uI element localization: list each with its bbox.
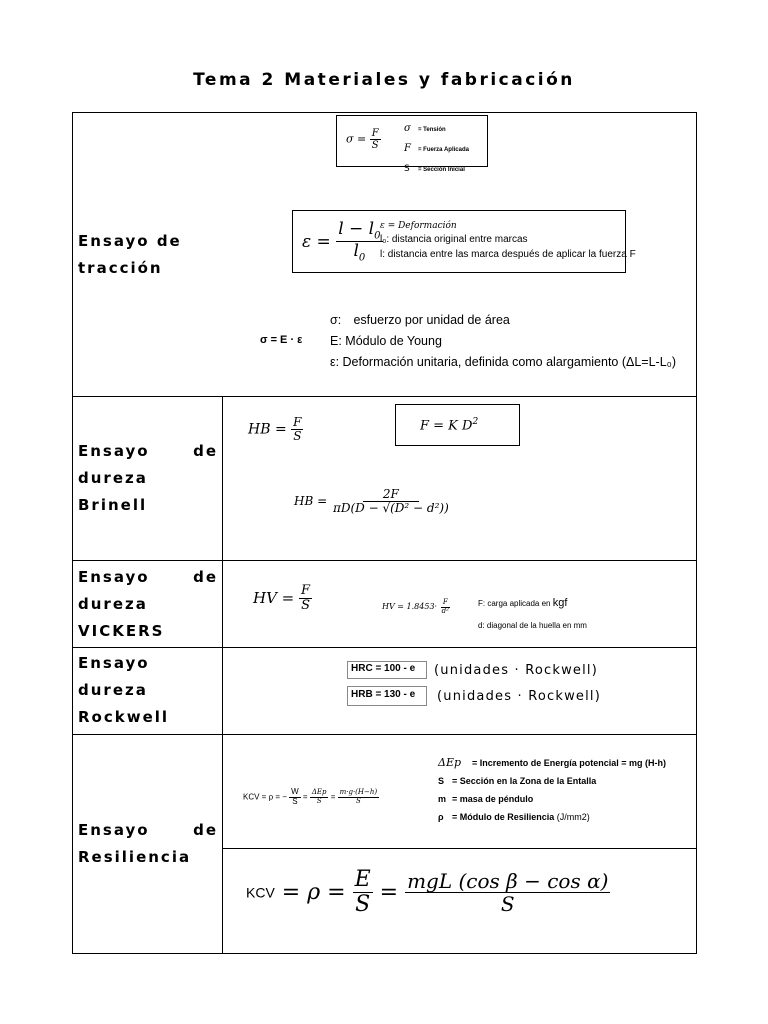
formula-deformacion-legend: ε = Deformación l₀: distancia original entre marcas l: distancia entre las marca después de aplicar la fuerza F — [380, 221, 636, 260]
rockwell-units-hrc: (unidades · Rockwell) — [434, 663, 599, 678]
brinell-label: Ensayo de dureza Brinell — [78, 442, 218, 514]
resiliencia-label: Ensayo de Resiliencia — [78, 821, 218, 866]
formula-kcv-large: KCV = ρ = $\frac{E}{S}$ = $\frac{\text{mgL (cos β − cos α)}}{S}$ — [246, 867, 609, 918]
row-divider — [72, 560, 697, 561]
vickers-label: Ensayo de dureza VICKERS — [78, 568, 218, 640]
formula-hooke-legend: σ: esfuerzo por unidad de área E: Módulo de Young ε: Deformación unitaria, definida como alargamiento (ΔL=L-L₀) — [330, 313, 677, 369]
formula-hrc: HRC = 100 - e — [351, 663, 416, 674]
cell-divider — [222, 848, 697, 849]
formula-hv-simple: HV = $\frac{F}{S}$ — [253, 583, 311, 614]
formula-hrb: HRB = 130 - e — [351, 689, 416, 700]
row-divider — [72, 396, 697, 397]
rockwell-units-hrb: (unidades · Rockwell) — [437, 689, 602, 704]
rockwell-label: Ensayo dureza Rockwell — [78, 654, 170, 726]
formula-hv-full: HV = 1.8453· $\frac{F}{\text{d²}}$ — [382, 598, 449, 615]
page-title: Tema 2 Materiales y fabricación — [193, 70, 575, 90]
resiliencia-legend: ΔEp = Incremento de Energía potencial = mg (H-h) S = Sección en la Zona de la Entalla m = masa de péndulo ρ = Módulo de Resiliencia (J/mm2) — [438, 756, 667, 822]
formula-f-kd2: F = K $D^2$ — [420, 417, 479, 434]
formula-hb-full: HB = $\frac{2F}{\text{πD(D − √(D² − d²))}}$ — [294, 487, 449, 516]
formula-tension: σ = $\frac{F}{S}$ — [346, 128, 379, 151]
formula-deformacion: ε = $\frac{l - l_0}{l_0}$ — [302, 219, 381, 264]
row-divider — [72, 734, 697, 735]
row-divider — [72, 647, 697, 648]
formula-hb-simple: HB = $\frac{F}{S}$ — [248, 415, 302, 444]
traccion-label: Ensayo de tracción — [78, 232, 182, 277]
formula-hooke: σ = E · ε — [260, 334, 303, 346]
column-divider — [222, 396, 223, 954]
vickers-legend: F: carga aplicada en kgf d: diagonal de la huella en mm — [478, 597, 587, 630]
formula-kcv-small: KCV = ρ = − $\frac{W}{S}$ = $\frac{\text{ΔEp}}{S}$ = $\frac{m\cdot g\cdot(H-h)}{S}$ — [243, 787, 378, 806]
formula-tension-legend: σ = Tensión F = Fuerza Aplicada S = Sección Inicial — [404, 123, 469, 174]
